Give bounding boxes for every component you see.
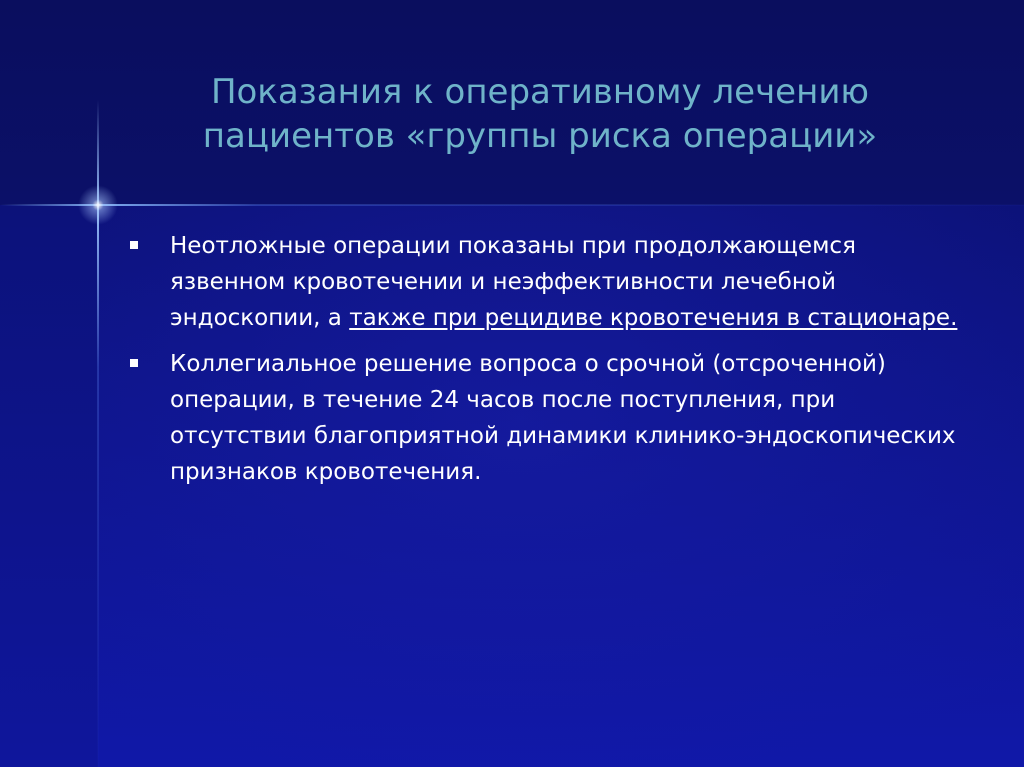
title-line-1: Показания к оперативному лечению — [210, 72, 870, 112]
light-flare-horizontal — [0, 204, 1024, 206]
bullet-item-2 — [128, 346, 958, 490]
square-bullet-icon — [130, 241, 138, 249]
bullet-1-text: Неотложные операции показаны при продолжающемся язвенном кровотечении и неэффективности лечебной эндоскопии, а — [170, 233, 856, 331]
bullet-list — [128, 228, 958, 500]
square-bullet-icon — [130, 359, 138, 367]
star-flare-icon — [78, 185, 118, 225]
left-strip — [0, 205, 98, 767]
title-line-2: пациентов «группы риска операции» — [202, 116, 878, 156]
bullet-item-1 — [128, 228, 958, 336]
bullet-2-text: Коллегиальное решение вопроса о срочной (отсроченной) операции, в течение 24 часов после поступления, при отсутствии благоприятной динамики клинико-эндоскопических признаков кровотечения. — [170, 351, 956, 485]
bullet-1-underlined-text: также при рецидиве кровотечения в стационаре. — [349, 305, 958, 331]
slide-title — [150, 70, 930, 158]
